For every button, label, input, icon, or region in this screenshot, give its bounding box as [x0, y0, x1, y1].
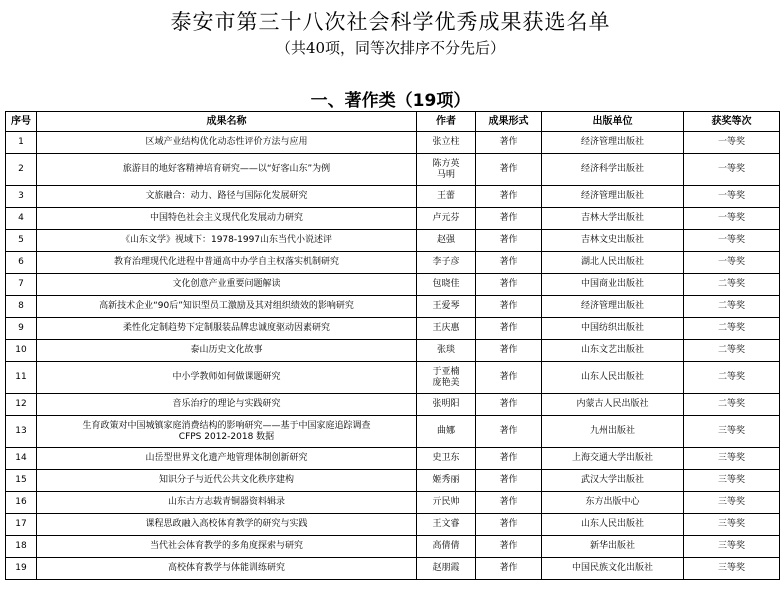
cell-publisher: 经济科学出版社 — [542, 154, 684, 186]
cell-award: 一等奖 — [684, 252, 780, 274]
cell-form: 著作 — [476, 154, 542, 186]
cell-form: 著作 — [476, 132, 542, 154]
cell-author: 姬秀丽 — [417, 470, 476, 492]
page-subtitle: （共40项，同等次排序不分先后） — [275, 39, 506, 57]
cell-no: 11 — [6, 362, 37, 394]
cell-form: 著作 — [476, 274, 542, 296]
cell-publisher: 吉林大学出版社 — [542, 208, 684, 230]
cell-no: 15 — [6, 470, 37, 492]
cell-author: 亓民帅 — [417, 492, 476, 514]
cell-award: 一等奖 — [684, 132, 780, 154]
header-award: 获奖等次 — [684, 112, 780, 132]
cell-name: 教育治理现代化进程中普通高中办学自主权落实机制研究 — [37, 252, 417, 274]
cell-form: 著作 — [476, 318, 542, 340]
cell-award: 一等奖 — [684, 230, 780, 252]
cell-award: 二等奖 — [684, 362, 780, 394]
cell-form: 著作 — [476, 470, 542, 492]
cell-award: 三等奖 — [684, 558, 780, 580]
cell-author: 包晓佳 — [417, 274, 476, 296]
cell-publisher: 湖北人民出版社 — [542, 252, 684, 274]
cell-form: 著作 — [476, 536, 542, 558]
cell-form: 著作 — [476, 208, 542, 230]
cell-no: 4 — [6, 208, 37, 230]
cell-award: 三等奖 — [684, 448, 780, 470]
cell-no: 2 — [6, 154, 37, 186]
cell-publisher: 内蒙古人民出版社 — [542, 394, 684, 416]
header-publisher: 出版单位 — [542, 112, 684, 132]
cell-form: 著作 — [476, 416, 542, 448]
cell-name: 知识分子与近代公共文化秩序建构 — [37, 470, 417, 492]
cell-form: 著作 — [476, 296, 542, 318]
cell-form: 著作 — [476, 230, 542, 252]
header-name: 成果名称 — [37, 112, 417, 132]
cell-author: 陈方英 马明 — [417, 154, 476, 186]
cell-award: 一等奖 — [684, 208, 780, 230]
cell-award: 三等奖 — [684, 492, 780, 514]
cell-author: 高倩倩 — [417, 536, 476, 558]
cell-award: 二等奖 — [684, 394, 780, 416]
header-author: 作者 — [417, 112, 476, 132]
cell-name: 高新技术企业“90后”知识型员工激励及其对组织绩效的影响研究 — [37, 296, 417, 318]
cell-name: 山岳型世界文化遗产地管理体制创新研究 — [37, 448, 417, 470]
cell-publisher: 吉林文史出版社 — [542, 230, 684, 252]
cell-no: 6 — [6, 252, 37, 274]
cell-author: 王庆惠 — [417, 318, 476, 340]
table-row — [6, 394, 780, 416]
table-row — [6, 154, 780, 186]
cell-author: 张琰 — [417, 340, 476, 362]
cell-form: 著作 — [476, 340, 542, 362]
cell-author: 王蕾 — [417, 186, 476, 208]
cell-author: 张立柱 — [417, 132, 476, 154]
cell-no: 1 — [6, 132, 37, 154]
cell-name: 当代社会体育教学的多角度探索与研究 — [37, 536, 417, 558]
cell-publisher: 新华出版社 — [542, 536, 684, 558]
table-row — [6, 230, 780, 252]
table-row — [6, 416, 780, 448]
table-row — [6, 274, 780, 296]
header-form: 成果形式 — [476, 112, 542, 132]
cell-publisher: 九州出版社 — [542, 416, 684, 448]
cell-form: 著作 — [476, 252, 542, 274]
cell-publisher: 山东人民出版社 — [542, 514, 684, 536]
table-row — [6, 296, 780, 318]
cell-name: 山东古方志载青铜器资料辑录 — [37, 492, 417, 514]
cell-publisher: 经济管理出版社 — [542, 132, 684, 154]
cell-award: 三等奖 — [684, 536, 780, 558]
cell-name: 文旅融合：动力、路径与国际化发展研究 — [37, 186, 417, 208]
table-row — [6, 340, 780, 362]
cell-name: 文化创意产业重要问题解读 — [37, 274, 417, 296]
cell-award: 三等奖 — [684, 416, 780, 448]
cell-form: 著作 — [476, 186, 542, 208]
cell-award: 二等奖 — [684, 318, 780, 340]
cell-publisher: 武汉大学出版社 — [542, 470, 684, 492]
cell-award: 一等奖 — [684, 186, 780, 208]
table-row — [6, 252, 780, 274]
cell-name: 《山东文学》视域下：1978-1997山东当代小说述评 — [37, 230, 417, 252]
cell-name: 中国特色社会主义现代化发展动力研究 — [37, 208, 417, 230]
cell-publisher: 经济管理出版社 — [542, 186, 684, 208]
table-row — [6, 208, 780, 230]
cell-publisher: 经济管理出版社 — [542, 296, 684, 318]
cell-author: 赵强 — [417, 230, 476, 252]
cell-author: 王爱琴 — [417, 296, 476, 318]
cell-form: 著作 — [476, 558, 542, 580]
cell-name: 生育政策对中国城镇家庭消费结构的影响研究——基于中国家庭追踪调查 CFPS 2012-2018 数据 — [37, 416, 417, 448]
cell-no: 9 — [6, 318, 37, 340]
cell-name: 课程思政融入高校体育教学的研究与实践 — [37, 514, 417, 536]
table-row — [6, 514, 780, 536]
cell-author: 曲娜 — [417, 416, 476, 448]
cell-no: 13 — [6, 416, 37, 448]
cell-author: 张明阳 — [417, 394, 476, 416]
cell-publisher: 中国商业出版社 — [542, 274, 684, 296]
cell-publisher: 上海交通大学出版社 — [542, 448, 684, 470]
page-title: 泰安市第三十八次社会科学优秀成果获选名单 — [170, 10, 611, 34]
table-row — [6, 470, 780, 492]
table-row — [6, 448, 780, 470]
cell-no: 7 — [6, 274, 37, 296]
cell-no: 14 — [6, 448, 37, 470]
cell-name: 音乐治疗的理论与实践研究 — [37, 394, 417, 416]
cell-author: 王文睿 — [417, 514, 476, 536]
cell-no: 5 — [6, 230, 37, 252]
table-row — [6, 492, 780, 514]
cell-award: 三等奖 — [684, 470, 780, 492]
cell-publisher: 中国纺织出版社 — [542, 318, 684, 340]
cell-publisher: 山东文艺出版社 — [542, 340, 684, 362]
cell-no: 19 — [6, 558, 37, 580]
cell-no: 3 — [6, 186, 37, 208]
table-row — [6, 186, 780, 208]
cell-name: 柔性化定制趋势下定制服装品牌忠诚度驱动因素研究 — [37, 318, 417, 340]
cell-name: 中小学教师如何做课题研究 — [37, 362, 417, 394]
cell-author: 于亚楠 庞艳美 — [417, 362, 476, 394]
cell-author: 史卫东 — [417, 448, 476, 470]
cell-award: 三等奖 — [684, 514, 780, 536]
table-header-row — [6, 112, 780, 132]
table-row — [6, 318, 780, 340]
cell-publisher: 中国民族文化出版社 — [542, 558, 684, 580]
cell-form: 著作 — [476, 448, 542, 470]
table-row — [6, 558, 780, 580]
cell-award: 一等奖 — [684, 154, 780, 186]
cell-no: 10 — [6, 340, 37, 362]
cell-award: 二等奖 — [684, 296, 780, 318]
section-heading: 一、著作类（19项） — [310, 91, 471, 111]
cell-form: 著作 — [476, 394, 542, 416]
cell-name: 区域产业结构优化动态性评价方法与应用 — [37, 132, 417, 154]
cell-form: 著作 — [476, 514, 542, 536]
cell-no: 12 — [6, 394, 37, 416]
cell-award: 二等奖 — [684, 340, 780, 362]
cell-no: 16 — [6, 492, 37, 514]
cell-form: 著作 — [476, 492, 542, 514]
cell-name: 旅游目的地好客精神培育研究——以“好客山东”为例 — [37, 154, 417, 186]
table-row — [6, 362, 780, 394]
cell-name: 泰山历史文化故事 — [37, 340, 417, 362]
cell-publisher: 东方出版中心 — [542, 492, 684, 514]
cell-name: 高校体育教学与体能训练研究 — [37, 558, 417, 580]
cell-form: 著作 — [476, 362, 542, 394]
cell-award: 二等奖 — [684, 274, 780, 296]
table-body — [6, 132, 780, 580]
table-row — [6, 536, 780, 558]
header-no: 序号 — [6, 112, 37, 132]
cell-author: 李子彦 — [417, 252, 476, 274]
cell-publisher: 山东人民出版社 — [542, 362, 684, 394]
table-row — [6, 132, 780, 154]
awards-table — [5, 111, 780, 580]
cell-no: 17 — [6, 514, 37, 536]
cell-no: 18 — [6, 536, 37, 558]
cell-author: 卢元芬 — [417, 208, 476, 230]
cell-author: 赵朋霞 — [417, 558, 476, 580]
cell-no: 8 — [6, 296, 37, 318]
